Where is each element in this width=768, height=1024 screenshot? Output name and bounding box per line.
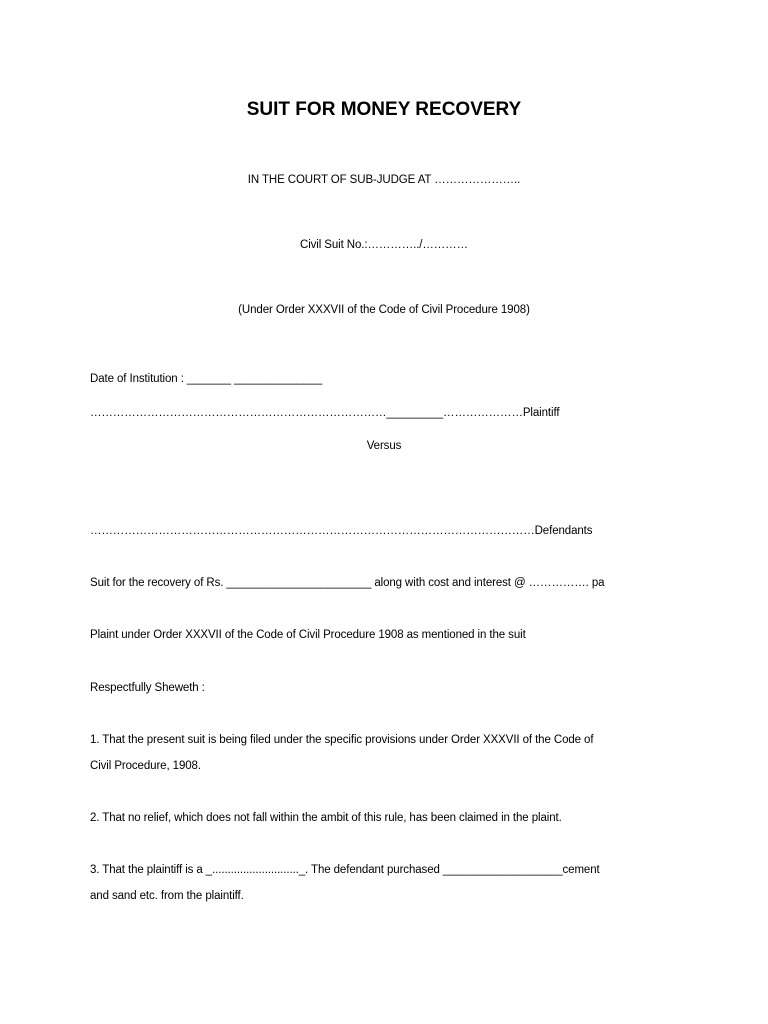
suit-recovery-line: Suit for the recovery of Rs. _______________________ along with cost and interest @ ……………. pa	[90, 577, 605, 589]
paragraph-3-line-2: and sand etc. from the plaintiff.	[90, 890, 244, 902]
plaint-line: Plaint under Order XXXVII of the Code of Civil Procedure 1908 as mentioned in the suit	[90, 629, 526, 641]
document-title: SUIT FOR MONEY RECOVERY	[246, 99, 522, 120]
respectfully-sheweth: Respectfully Sheweth :	[90, 682, 205, 694]
plaintiff-line: ……………………………………………………………………_________…………………Plaintiff	[90, 407, 560, 419]
versus-label: Versus	[366, 440, 402, 452]
paragraph-2: 2. That no relief, which does not fall within the ambit of this rule, has been claimed in the plaint.	[90, 812, 562, 824]
court-line: IN THE COURT OF SUB-JUDGE AT …………………..	[247, 174, 521, 186]
paragraph-1-line-2: Civil Procedure, 1908.	[90, 760, 201, 772]
paragraph-1-line-1: 1. That the present suit is being filed under the specific provisions under Order XXXVII of the Code of	[90, 734, 594, 746]
under-order-line: (Under Order XXXVII of the Code of Civil Procedure 1908)	[238, 304, 530, 316]
civil-suit-number: Civil Suit No.:…………../…………	[299, 239, 468, 251]
defendants-line: ………………………………………………………………………………………………………Defendants	[90, 525, 593, 537]
date-of-institution: Date of Institution : _______ ______________	[90, 373, 323, 385]
paragraph-3-line-1: 3. That the plaintiff is a _............................_. The defendant purchased ___________________cement	[90, 864, 600, 876]
